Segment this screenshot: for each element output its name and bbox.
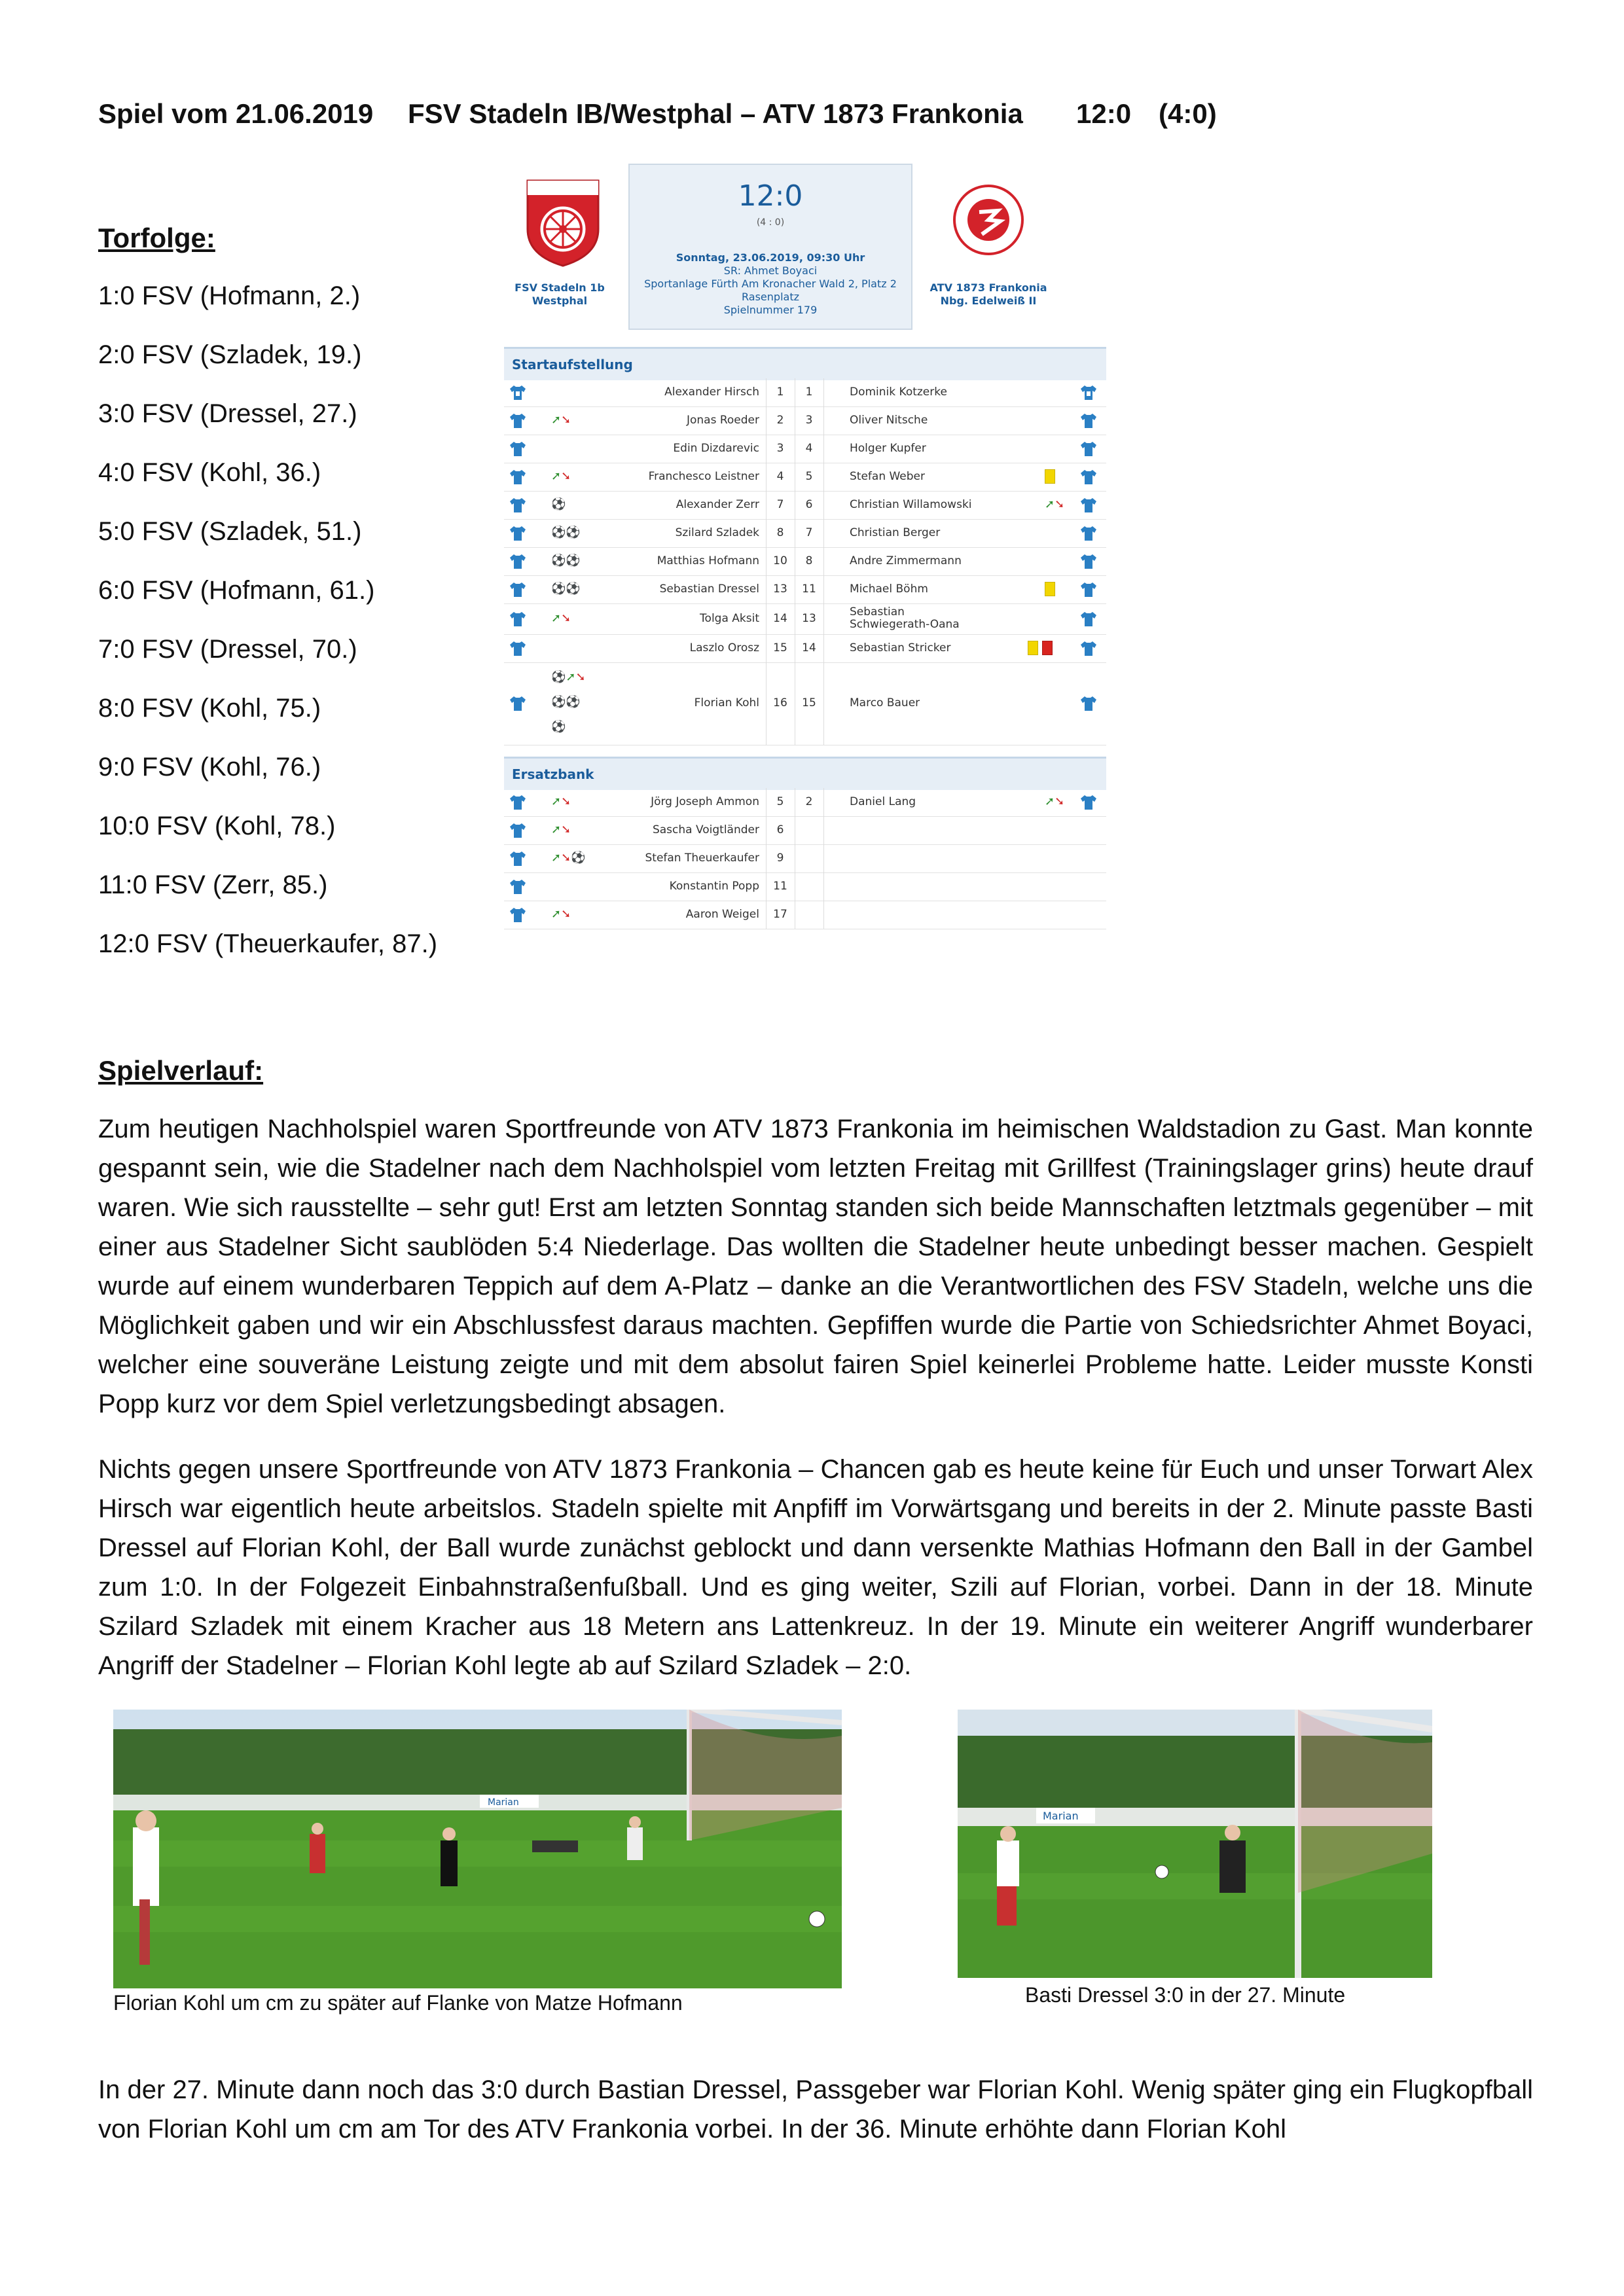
home-event-icon: ⚽⚽	[551, 582, 581, 596]
home-player-name: Konstantin Popp	[669, 880, 759, 893]
home-shirt-icon	[509, 795, 526, 810]
home-shirt-icon	[509, 851, 526, 867]
home-player-name: Tolga Aksit	[700, 612, 759, 625]
away-shirt-number: 6	[805, 498, 813, 511]
home-event-icon: ➚➘	[551, 907, 571, 921]
home-shirt-number: 1	[776, 386, 784, 399]
match-date: Spiel vom 21.06.2019	[98, 98, 374, 129]
home-player-name: Matthias Hofmann	[657, 554, 759, 567]
home-shirt-number: 16	[773, 696, 787, 709]
atv-frankonia-crest-icon	[949, 177, 1028, 268]
away-shirt-number: 2	[805, 795, 813, 808]
away-player-name: Marco Bauer	[850, 696, 920, 709]
home-shirt-number: 14	[773, 612, 787, 625]
home-shirt-icon	[509, 441, 526, 457]
away-player-name: Stefan Weber	[850, 470, 926, 483]
away-shirt-icon	[1080, 497, 1097, 513]
home-shirt-number: 3	[776, 442, 784, 455]
match-halftime: (4:0)	[1159, 98, 1217, 129]
home-shirt-icon	[509, 526, 526, 541]
away-player-name: Dominik Kotzerke	[850, 386, 947, 399]
away-shirt-number: 14	[802, 641, 816, 655]
away-shirt-icon	[1080, 413, 1097, 429]
away-event-icon: ➚➘	[1045, 795, 1065, 808]
away-shirt-number: 1	[805, 386, 813, 399]
table-row	[504, 463, 1106, 492]
home-player-name: Jörg Joseph Ammon	[651, 795, 759, 808]
home-shirt-number: 6	[776, 823, 784, 836]
home-player-name: Sascha Voigtländer	[652, 823, 759, 836]
home-shirt-icon	[509, 413, 526, 429]
home-shirt-icon	[509, 696, 526, 711]
home-player-name: Stefan Theuerkaufer	[645, 852, 759, 865]
table-row	[504, 662, 1106, 745]
spielverlauf-title: Spielverlauf:	[98, 1055, 264, 1086]
goal-item: 8:0 FSV (Kohl, 75.)	[98, 694, 321, 723]
goal-item: 2:0 FSV (Szladek, 19.)	[98, 340, 362, 369]
table-row	[504, 872, 1106, 901]
table-row	[504, 634, 1106, 663]
card-halftime: (4 : 0)	[756, 217, 785, 228]
home-event-icon: ⚽	[551, 497, 566, 511]
banner-text: Marian	[488, 1797, 519, 1808]
away-event-icon	[1045, 582, 1055, 596]
away-player-name: Christian Berger	[850, 526, 941, 539]
home-event-icon: ➚➘	[551, 823, 571, 836]
match-date-line: Sonntag, 23.06.2019, 09:30 Uhr	[676, 251, 865, 264]
home-shirt-icon	[509, 907, 526, 923]
goal-item: 11:0 FSV (Zerr, 85.)	[98, 870, 328, 899]
home-shirt-icon	[509, 641, 526, 656]
home-shirt-icon	[509, 497, 526, 513]
away-shirt-number: 5	[805, 470, 813, 483]
table-row	[504, 788, 1106, 817]
goal-item: 12:0 FSV (Theuerkaufer, 87.)	[98, 929, 438, 958]
goal-item: 10:0 FSV (Kohl, 78.)	[98, 812, 336, 840]
home-shirt-number: 11	[773, 880, 787, 893]
table-row	[504, 491, 1106, 520]
table-row	[504, 406, 1106, 435]
away-event-icon	[1045, 469, 1055, 484]
home-shirt-number: 15	[773, 641, 787, 655]
goal-item: 9:0 FSV (Kohl, 76.)	[98, 753, 321, 781]
goal-item: 5:0 FSV (Szladek, 51.)	[98, 517, 362, 546]
bench-section-header: Ersatzbank	[504, 757, 1106, 790]
away-shirt-number: 8	[805, 554, 813, 567]
home-player-name: Florian Kohl	[694, 696, 759, 709]
home-player-name: Laszlo Orosz	[689, 641, 759, 655]
away-shirt-number: 7	[805, 526, 813, 539]
home-player-name: Alexander Hirsch	[664, 386, 759, 399]
goal-item: 4:0 FSV (Kohl, 36.)	[98, 458, 321, 487]
home-team-name: FSV Stadeln 1b Westphal	[514, 281, 605, 307]
table-row	[504, 435, 1106, 463]
score-box	[628, 164, 912, 330]
away-player-name: Holger Kupfer	[850, 442, 926, 455]
home-event-icon: ➚➘	[551, 413, 571, 427]
fsv-stadeln-crest-icon	[524, 177, 602, 268]
home-shirt-number: 17	[773, 908, 787, 921]
home-player-name: Szilard Szladek	[675, 526, 759, 539]
home-shirt-number: 13	[773, 583, 787, 596]
match-result: 12:0	[1076, 98, 1132, 129]
away-shirt-icon	[1080, 611, 1097, 627]
home-player-name: Aaron Weigel	[685, 908, 759, 921]
home-event-icon: ➚➘⚽	[551, 851, 586, 865]
table-row	[504, 603, 1106, 635]
away-player-name: Christian Willamowski	[850, 498, 972, 511]
away-shirt-icon	[1080, 385, 1097, 401]
table-row	[504, 547, 1106, 576]
lineup-section-header: Startaufstellung	[504, 347, 1106, 380]
goal-item: 3:0 FSV (Dressel, 27.)	[98, 399, 357, 428]
away-player-name: Andre Zimmermann	[850, 554, 962, 567]
surface-line: Rasenplatz	[742, 291, 799, 303]
away-shirt-icon	[1080, 696, 1097, 711]
home-shirt-number: 8	[776, 526, 784, 539]
home-shirt-icon	[509, 469, 526, 485]
home-shirt-icon	[509, 385, 526, 401]
away-shirt-icon	[1080, 641, 1097, 656]
away-shirt-number: 3	[805, 414, 813, 427]
home-event-icon: ➚➘	[551, 469, 571, 483]
banner-text: Marian	[1043, 1810, 1079, 1822]
away-event-icon: ➚➘	[1045, 497, 1065, 511]
table-row	[504, 816, 1106, 845]
away-shirt-number: 13	[802, 612, 816, 625]
away-shirt-number: 11	[802, 583, 816, 596]
table-row	[504, 519, 1106, 548]
home-shirt-icon	[509, 823, 526, 838]
away-player-name: Michael Böhm	[850, 583, 928, 596]
match-number-line: Spielnummer 179	[723, 304, 818, 316]
photo-dressel-goal	[958, 1710, 1432, 1978]
away-shirt-number: 15	[802, 696, 816, 709]
venue-line: Sportanlage Fürth Am Kronacher Wald 2, Platz 2	[644, 278, 897, 290]
home-shirt-icon	[509, 554, 526, 569]
away-player-name: Sebastian Schwiegerath-Oana	[850, 605, 960, 631]
away-team-name: ATV 1873 Frankonia Nbg. Edelweiß II	[929, 281, 1047, 307]
home-event-icon: ⚽➚➘ ⚽⚽ ⚽	[551, 670, 586, 734]
home-shirt-icon	[509, 611, 526, 627]
away-player-name: Sebastian Stricker	[850, 641, 951, 655]
away-shirt-icon	[1080, 554, 1097, 569]
home-player-name: Alexander Zerr	[676, 498, 759, 511]
home-event-icon: ⚽⚽	[551, 554, 581, 567]
photo-1-caption: Florian Kohl um cm zu später auf Flanke von Matze Hofmann	[113, 1991, 683, 2015]
card-score: 12:0	[738, 179, 803, 213]
report-paragraph-2: Nichts gegen unsere Sportfreunde von ATV 1873 Frankonia – Chancen gab es heute keine für Euch und unser Torwart Alex Hirsch war eigentlich heute arbeitslos. Stadeln spielte mit Anpfiff im Vorwärtsgang und bereits in der 2. Minute passte Basti Dressel auf Florian Kohl, der Ball wurde zunächst geblockt und dann versenkte Mathias Hofmann den Ball in der Gambel zum 1:0. In der Folgezeit Einbahnstraßenfußball. Und es ging weiter, Szili auf Florian, vorbei. Dann in der 18. Minute Szilard Szladek mit einem Kracher aus 18 Metern ans Lattenkreuz. In der 19. Minute ein weiterer Angriff wunderbarer Angriff der Stadelner – Florian Kohl legte ab auf Szilard Szladek – 2:0.	[98, 1455, 1533, 1680]
goal-item: 6:0 FSV (Hofmann, 61.)	[98, 576, 375, 605]
away-shirt-icon	[1080, 526, 1097, 541]
match-header	[98, 98, 1538, 137]
match-card	[504, 164, 1113, 942]
home-shirt-icon	[509, 582, 526, 598]
home-shirt-number: 7	[776, 498, 784, 511]
report-paragraph-3: In der 27. Minute dann noch das 3:0 durch Bastian Dressel, Passgeber war Florian Kohl. Wenig später ging ein Flugkopfball von Florian Kohl um cm am Tor des ATV Frankonia vorbei. In der 36. Minute erhöhte dann Florian Kohl	[98, 2075, 1533, 2144]
away-player-name: Oliver Nitsche	[850, 414, 928, 427]
referee-line: SR: Ahmet Boyaci	[723, 264, 818, 277]
away-shirt-icon	[1080, 441, 1097, 457]
home-shirt-number: 9	[776, 852, 784, 865]
home-player-name: Edin Dizdarevic	[673, 442, 759, 455]
home-event-icon: ➚➘	[551, 611, 571, 625]
goal-item: 7:0 FSV (Dressel, 70.)	[98, 635, 357, 664]
table-row	[504, 844, 1106, 873]
away-event-icon	[1028, 641, 1053, 655]
away-player-name: Daniel Lang	[850, 795, 916, 808]
home-player-name: Franchesco Leistner	[648, 470, 759, 483]
goal-item: 1:0 FSV (Hofmann, 2.)	[98, 281, 361, 310]
photo-kohl-flanke	[113, 1710, 842, 1988]
table-row	[504, 575, 1106, 604]
away-shirt-icon	[1080, 469, 1097, 485]
away-shirt-icon	[1080, 582, 1097, 598]
match-teams: FSV Stadeln IB/Westphal – ATV 1873 Frankonia	[408, 98, 1023, 129]
home-shirt-number: 4	[776, 470, 784, 483]
torfolge-title: Torfolge:	[98, 223, 215, 253]
photo-2-caption: Basti Dressel 3:0 in der 27. Minute	[1025, 1983, 1346, 2007]
home-event-icon: ⚽⚽	[551, 526, 581, 539]
away-shirt-icon	[1080, 795, 1097, 810]
home-shirt-number: 2	[776, 414, 784, 427]
home-shirt-number: 5	[776, 795, 784, 808]
home-shirt-number: 10	[773, 554, 787, 567]
home-player-name: Jonas Roeder	[686, 414, 759, 427]
home-player-name: Sebastian Dressel	[659, 583, 759, 596]
table-row	[504, 378, 1106, 407]
home-event-icon: ➚➘	[551, 795, 571, 808]
home-shirt-icon	[509, 879, 526, 895]
away-shirt-number: 4	[805, 442, 813, 455]
report-paragraph-1: Zum heutigen Nachholspiel waren Sportfreunde von ATV 1873 Frankonia im heimischen Waldstadion zu Gast. Man konnte gespannt sein, wie die Stadelner nach dem Nachholspiel vom letzten Freitag mit Grillfest (Trainingslager grins) heute drauf waren. Wie sich rausstellte – sehr gut! Erst am letzten Sonntag standen sich beide Mannschaften letztmals gegenüber – mit einer aus Stadelner Sicht saublöden 5:4 Niederlage. Das wollten die Stadelner heute unbedingt besser machen. Gespielt wurde auf einem wunderbaren Teppich auf dem A-Platz – danke an die Verantwortlichen des FSV Stadeln, welche uns die Möglichkeit gaben und wir ein Abschlussfest daraus machten. Gepfiffen wurde die Partie von Schiedsrichter Ahmet Boyaci, welcher eine souveräne Leistung zeigte und mit dem absolut fairen Spiel keinerlei Probleme hatte. Leider musste Konsti Popp kurz vor dem Spiel verletzungsbedingt absagen.	[98, 1115, 1533, 1418]
table-row	[504, 901, 1106, 929]
